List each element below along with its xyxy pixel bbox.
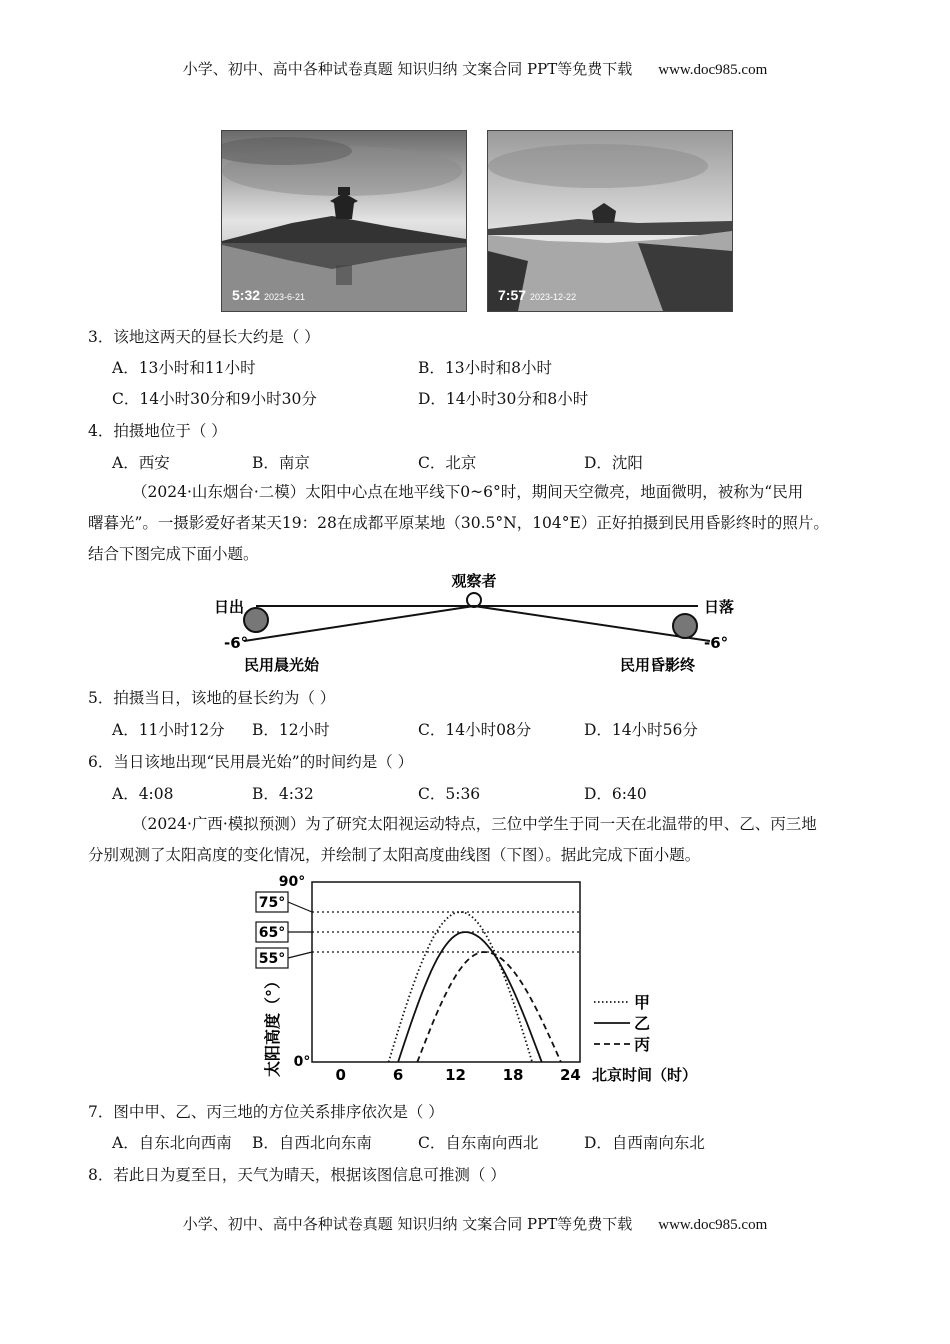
reference-label: 65° (258, 925, 286, 941)
question-5: 5．拍摄当日，该地的昼长约为（ ） (88, 689, 336, 707)
observer-marker (467, 593, 481, 607)
q3-option-b[interactable]: B．13小时和8小时 (418, 359, 552, 377)
photo-summer-solstice (221, 130, 467, 312)
left-depression-line (244, 606, 474, 641)
q6-option-b[interactable]: B．4:32 (252, 785, 314, 803)
q4-option-d[interactable]: D．沈阳 (584, 454, 643, 472)
x-tick-label: 24 (559, 1066, 581, 1084)
twilight-diagram (200, 566, 760, 678)
photo-time: 7:57 (498, 287, 527, 303)
q5-option-b[interactable]: B．12小时 (252, 721, 330, 739)
intro1-line1: （2024·山东烟台·二模）太阳中心点在地平线下0~6°时，期间天空微亮，地面微明，被称为“民用 (132, 483, 804, 501)
y-axis-title: 太阳高度（°） (263, 972, 282, 1077)
header-text: 小学、初中、高中各种试卷真题 知识归纳 文案合同 PPT等免费下载 (182, 60, 633, 78)
reference-label: 75° (258, 895, 286, 911)
photo-caption (232, 287, 305, 305)
reference-leader (288, 902, 312, 912)
series-curve-乙 (398, 932, 542, 1062)
photo-caption (498, 287, 576, 305)
photo-date: 2023-6-21 (264, 292, 306, 302)
q7-option-b[interactable]: B．自西北向东南 (252, 1134, 372, 1152)
sunrise-label: 日出 (214, 598, 245, 616)
q3-option-d[interactable]: D．14小时30分和8小时 (418, 390, 589, 408)
observer-label: 观察者 (451, 572, 497, 590)
series-curve-甲 (389, 912, 532, 1062)
q7-option-d[interactable]: D．自西南向东北 (584, 1134, 705, 1152)
page-footer (0, 1213, 950, 1234)
plot-frame (312, 882, 580, 1062)
legend-label: 丙 (634, 1035, 651, 1054)
question-8: 8．若此日为夏至日，天气为晴天，根据该图信息可推测（ ） (88, 1166, 506, 1184)
intro2-line2: 分别观测了太阳高度的变化情况，并绘制了太阳高度曲线图（下图）。据此完成下面小题。 (88, 846, 701, 864)
photo-winter-solstice (487, 130, 733, 312)
y-top-label: 90° (278, 874, 306, 890)
q6-option-c[interactable]: C．5:36 (418, 785, 481, 803)
q4-option-a[interactable]: A．西安 (112, 454, 170, 472)
page-header (0, 58, 950, 79)
question-3: 3．该地这两天的昼长大约是（ ） (88, 328, 320, 346)
question-7: 7．图中甲、乙、丙三地的方位关系排序依次是（ ） (88, 1103, 444, 1121)
angle-left-label: -6° (224, 634, 249, 652)
q3-option-a[interactable]: A．13小时和11小时 (112, 359, 256, 377)
q5-option-a[interactable]: A．11小时12分 (112, 721, 225, 739)
q4-option-c[interactable]: C．北京 (418, 454, 477, 472)
question-6: 6．当日该地出现“民用晨光始”的时间约是（ ） (88, 753, 414, 771)
q6-option-d[interactable]: D．6:40 (584, 785, 647, 803)
intro1-line3: 结合下图完成下面小题。 (88, 545, 259, 563)
intro1-line2: 曙暮光”。一摄影爱好者某天19：28在成都平原某地（30.5°N，104°E）正好拍摄到民用昏影终时的照片。 (88, 514, 829, 532)
intro-paragraph-1 (88, 477, 868, 570)
photo-time: 5:32 (232, 287, 261, 303)
sun-altitude-chart (250, 872, 710, 1090)
series-curve-丙 (417, 952, 561, 1062)
footer-url: www.doc985.com (658, 1217, 768, 1233)
sunset-label: 日落 (704, 598, 735, 616)
x-tick-label: 0 (335, 1066, 346, 1084)
photo-date: 2023-12-22 (530, 292, 577, 302)
footer-text: 小学、初中、高中各种试卷真题 知识归纳 文案合同 PPT等免费下载 (182, 1215, 633, 1233)
dawn-label: 民用晨光始 (244, 656, 320, 674)
q7-option-c[interactable]: C．自东南向西北 (418, 1134, 539, 1152)
sun-right-icon (673, 614, 697, 638)
y-zero-label: 0° (293, 1054, 311, 1070)
angle-right-label: -6° (704, 634, 729, 652)
intro2-line1: （2024·广西·模拟预测）为了研究太阳视运动特点，三位中学生于同一天在北温带的甲、乙、丙三地 (132, 815, 817, 833)
q5-option-c[interactable]: C．14小时08分 (418, 721, 532, 739)
q7-option-a[interactable]: A．自东北向西南 (112, 1134, 232, 1152)
question-4: 4．拍摄地位于（ ） (88, 422, 227, 440)
q4-option-b[interactable]: B．南京 (252, 454, 310, 472)
header-url: www.doc985.com (658, 62, 768, 78)
intro-paragraph-2 (88, 809, 868, 871)
q5-option-d[interactable]: D．14小时56分 (584, 721, 698, 739)
reference-label: 55° (258, 951, 286, 967)
q3-option-c[interactable]: C．14小时30分和9小时30分 (112, 390, 317, 408)
x-tick-label: 12 (445, 1066, 467, 1084)
x-axis-title: 北京时间（时） (592, 1066, 698, 1084)
x-tick-label: 6 (392, 1066, 404, 1084)
legend-label: 甲 (634, 993, 651, 1012)
x-tick-label: 18 (502, 1066, 524, 1084)
q6-option-a[interactable]: A．4:08 (112, 785, 174, 803)
reference-leader (288, 952, 312, 958)
sun-left-icon (244, 608, 268, 632)
legend-label: 乙 (634, 1014, 651, 1033)
dusk-label: 民用昏影终 (620, 656, 696, 674)
